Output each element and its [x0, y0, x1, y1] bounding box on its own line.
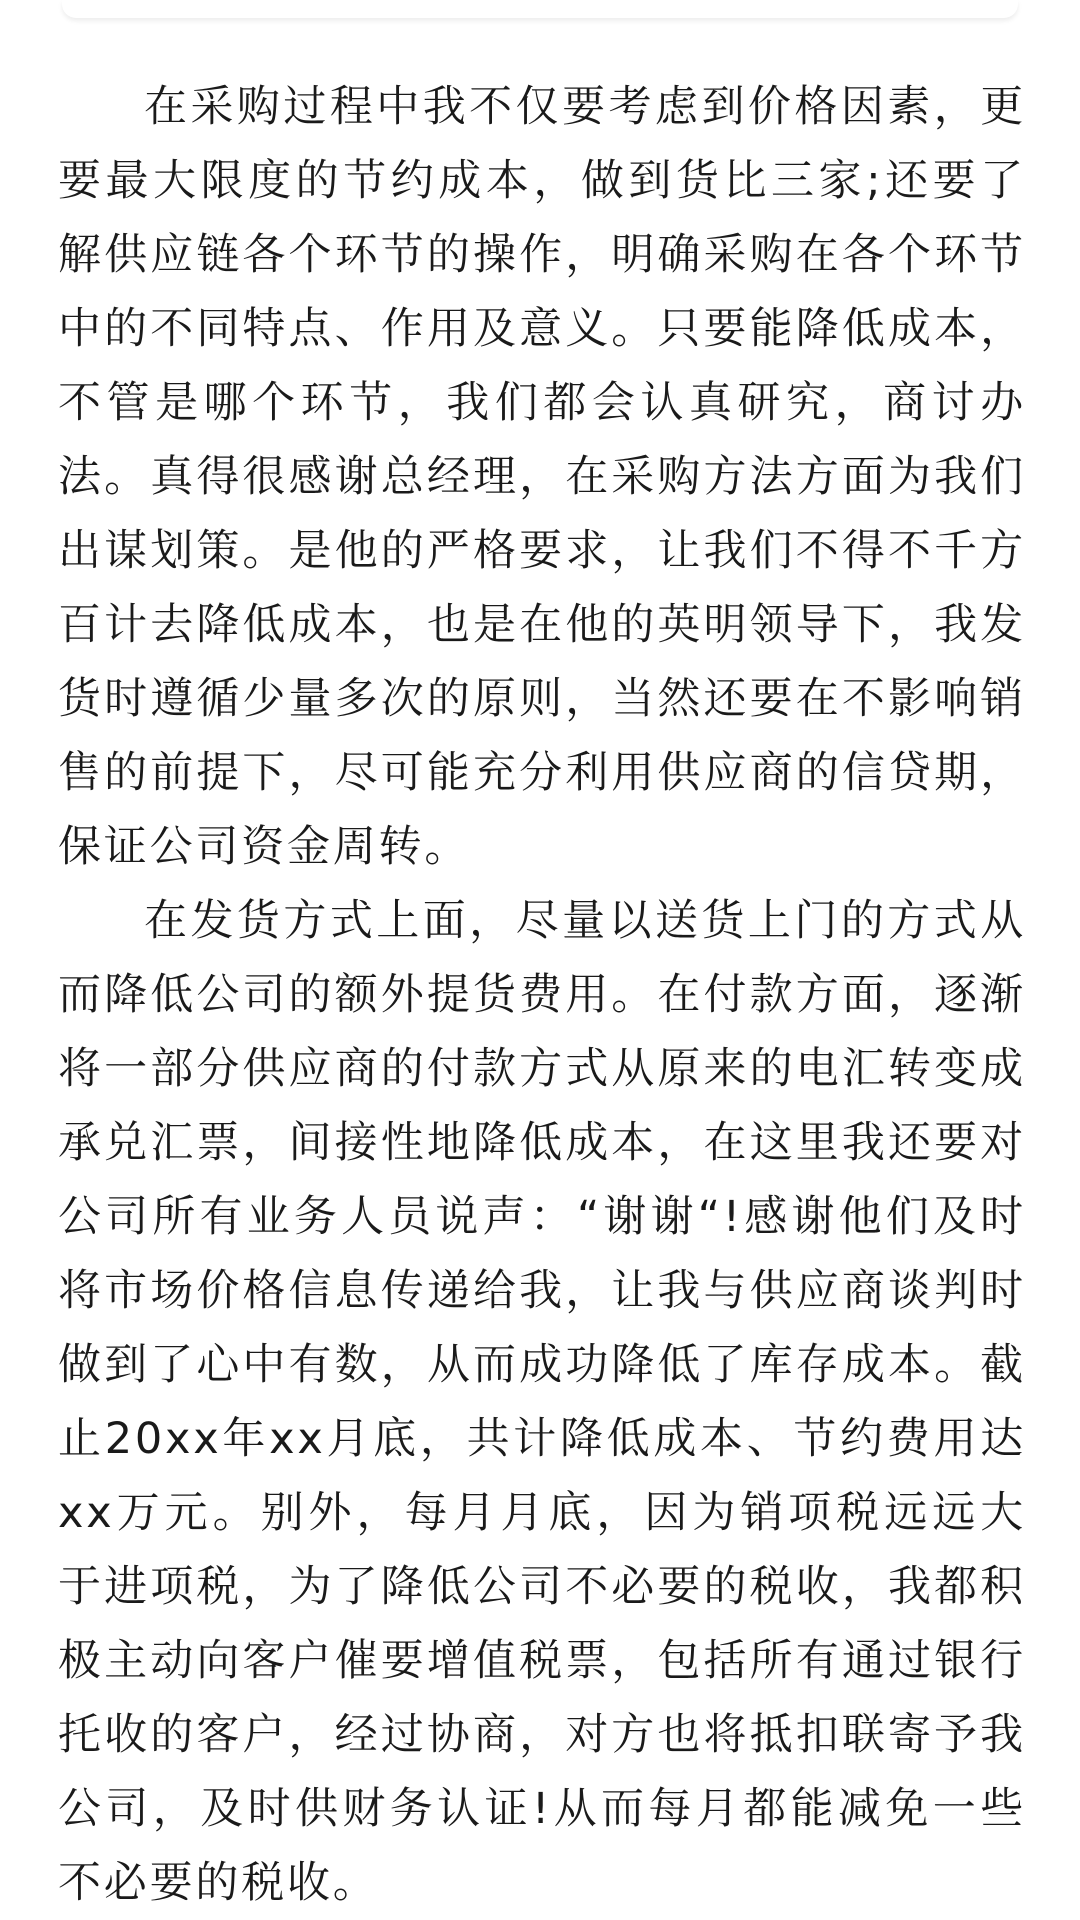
paragraph-delivery-payment: 在发货方式上面，尽量以送货上门的方式从而降低公司的额外提货费用。在付款方面，逐渐将一部分供应商的付款方式从原来的电汇转变成承兑汇票，间接性地降低成本，在这里我还要对公司所有业务人员说声：“谢谢“!感谢他们及时将市场价格信息传递给我，让我与供应商谈判时做到了心中有数，从而成功降低了库存成本。截止20xx年xx月底，共计降低成本、节约费用达xx万元。别外，每月月底，因为销项税远远大于进项税，为了降低公司不必要的税收，我都积极主动向客户催要增值税票，包括所有通过银行托收的客户，经过协商，对方也将抵扣联寄予我公司，及时供财务认证!从而每月都能减免一些不必要的税收。 [58, 896, 1026, 1908]
paragraph-procurement: 在采购过程中我不仅要考虑到价格因素，更要最大限度的节约成本，做到货比三家;还要了解供应链各个环节的操作，明确采购在各个环节中的不同特点、作用及意义。只要能降低成本，不管是哪个环节，我们都会认真研究，商讨办法。真得很感谢总经理，在采购方法方面为我们出谋划策。是他的严格要求，让我们不得不千方百计去降低成本，也是在他的英明领导下，我发货时遵循少量多次的原则，当然还要在不影响销售的前提下，尽可能充分利用供应商的信贷期，保证公司资金周转。 [58, 82, 1026, 872]
top-card-edge [62, 0, 1018, 18]
article-body [58, 70, 1026, 1920]
